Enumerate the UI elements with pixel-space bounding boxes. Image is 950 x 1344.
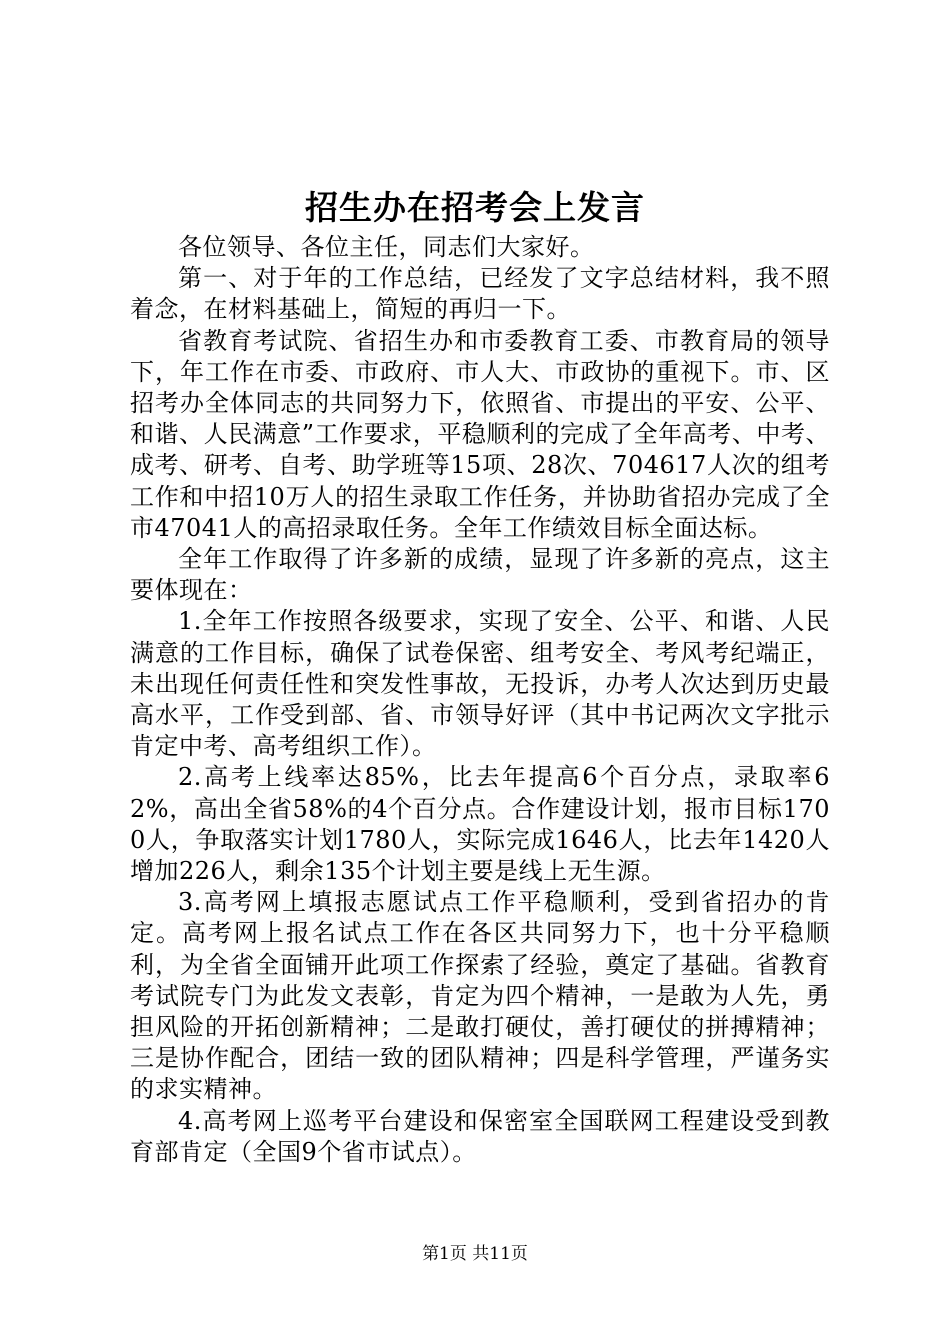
paragraph-overview: 省教育考试院、省招生办和市委教育工委、市教育局的领导下，年工作在市委、市政府、市人大、市政协的重视下。市、区招考办全体同志的共同努力下，依照省、市提出的平安、公平、和谐、人民满意”工作要求，平稳顺利的完成了全年高考、中考、成考、研考、自考、助学班等15项、28次、704617人次的组考工作和中招10万人的招生录取工作任务，并协助省招办完成了全市47041人的高招录取任务。全年工作绩效目标全面达标。	[130, 326, 830, 542]
document-title: 招生办在招考会上发言	[305, 188, 645, 227]
paragraph-greeting: 各位领导、各位主任，同志们大家好。	[178, 233, 595, 261]
paragraph-item-4: 4.高考网上巡考平台建设和保密室全国联网工程建设受到教育部肯定（全国9个省市试点）。	[130, 1106, 830, 1166]
paragraph-intro: 第一、对于年的工作总结，已经发了文字总结材料，我不照着念，在材料基础上，简短的再归一下。	[130, 264, 830, 324]
document-body	[130, 232, 830, 1168]
paragraph-item-3: 3.高考网上填报志愿试点工作平稳顺利，受到省招办的肯定。高考网上报名试点工作在各区共同努力下，也十分平稳顺利，为全省全面铺开此项工作探索了经验，奠定了基础。省教育考试院专门为此发文表彰，肯定为四个精神，一是敢为人先，勇担风险的开拓创新精神；二是敢打硬仗，善打硬仗的拼搏精神；三是协作配合，团结一致的团队精神；四是科学管理，严谨务实的求实精神。	[130, 888, 830, 1104]
paragraph-item-2: 2.高考上线率达85%，比去年提高6个百分点，录取率62%，高出全省58%的4个百分点。合作建设计划，报市目标1700人，争取落实计划1780人，实际完成1646人，比去年1420人增加226人，剩余135个计划主要是线上无生源。	[130, 763, 830, 886]
page-number-footer: 第1页 共11页	[422, 1244, 528, 1264]
paragraph-highlights-intro: 全年工作取得了许多新的成绩，显现了许多新的亮点，这主要体现在：	[130, 545, 830, 605]
paragraph-item-1: 1.全年工作按照各级要求，实现了安全、公平、和谐、人民满意的工作目标，确保了试卷保密、组考安全、考风考纪端正，未出现任何责任性和突发性事故，无投诉，办考人次达到历史最高水平，工作受到部、省、市领导好评（其中书记两次文字批示肯定中考、高考组织工作）。	[130, 607, 830, 761]
